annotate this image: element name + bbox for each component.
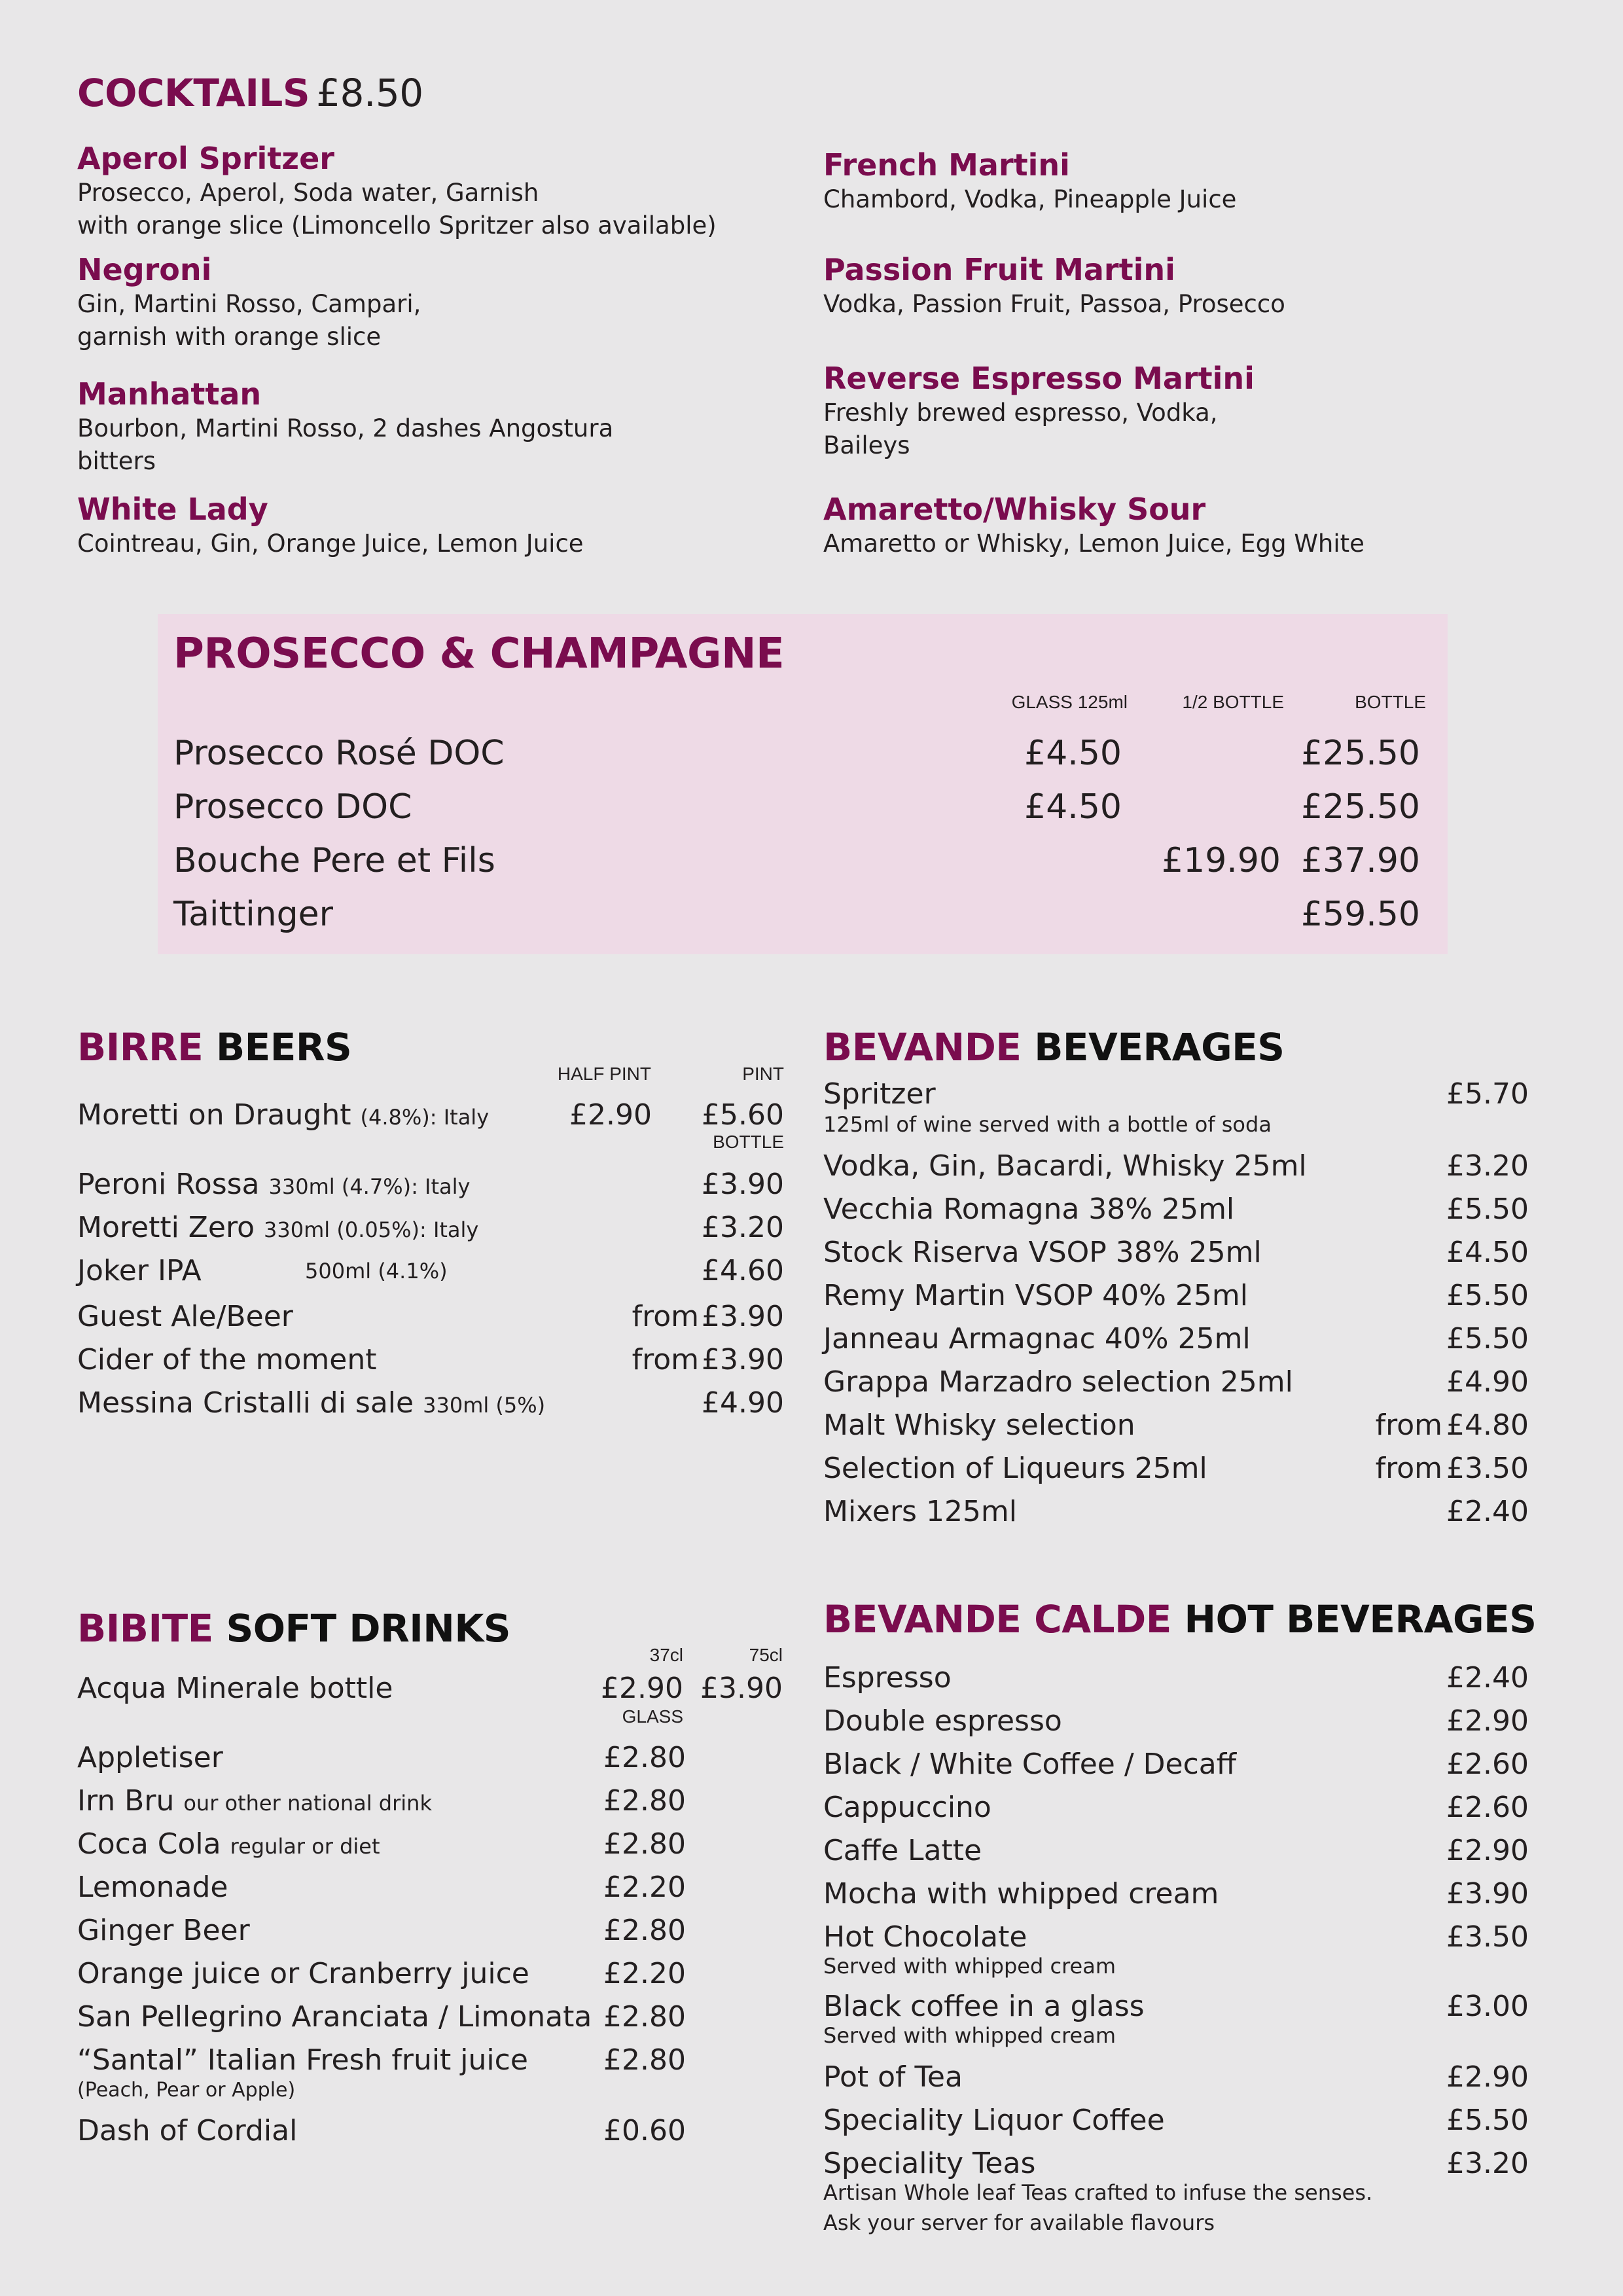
beer-row (77, 1208, 784, 1247)
hot-name: Mocha with whipped cream (823, 1877, 1219, 1910)
soft-name-line (77, 1782, 432, 1823)
hot-price: £3.90 (1446, 1877, 1529, 1910)
beer-row (77, 1384, 784, 1423)
beverage-name: Selection of Liqueurs 25ml (823, 1452, 1207, 1485)
soft-price: £2.20 (603, 1957, 686, 1990)
beverage-name: Mixers 125ml (823, 1495, 1018, 1528)
beer-name: Joker IPA (77, 1254, 202, 1287)
beverage-name: Grappa Marzadro selection 25ml (823, 1365, 1293, 1399)
hot-price: £2.60 (1446, 1748, 1529, 1781)
prosecco-row (173, 838, 1426, 884)
beverage-note: 125ml of wine served with a bottle of soda (823, 1112, 1272, 1137)
soft-name: Ginger Beer (77, 1914, 250, 1947)
soft-row (77, 1911, 686, 1950)
beverage-price: £4.50 (1446, 1236, 1529, 1269)
beer-detail: 330ml (4.7%): Italy (268, 1174, 471, 1199)
soft-drinks-heading (77, 1606, 510, 1651)
beverage-row (823, 1075, 1529, 1114)
beverage-price: £5.70 (1446, 1077, 1529, 1111)
hot-row (823, 1702, 1529, 1741)
hot-title-accent: BEVANDE CALDE (823, 1597, 1171, 1641)
hot-price: £3.20 (1446, 2147, 1529, 2180)
beverage-price: £5.50 (1446, 1279, 1529, 1312)
price-75cl: £3.90 (700, 1672, 783, 1705)
from-label: from (632, 1343, 699, 1376)
cocktails-price: £8.50 (316, 71, 423, 115)
hot-name: Hot Chocolate (823, 1920, 1027, 1954)
soft-row (77, 1868, 686, 1907)
beverage-row (823, 1147, 1529, 1186)
cocktail-item (77, 491, 784, 560)
cocktail-item (823, 491, 1530, 560)
hot-name: Pot of Tea (823, 2060, 963, 2094)
col-header-half-bottle: 1/2 BOTTLE (1182, 692, 1284, 712)
beer-price: £3.90 (702, 1168, 784, 1201)
beverage-name: Vecchia Romagna 38% 25ml (823, 1193, 1235, 1226)
cocktail-desc: Chambord, Vodka, Pineapple Juice (823, 185, 1237, 213)
wine-name: Prosecco Rosé DOC (173, 734, 505, 773)
cocktails-title: COCKTAILS (77, 71, 310, 115)
hot-price: £3.50 (1446, 1920, 1529, 1954)
beer-detail: 500ml (4.1%) (305, 1259, 448, 1283)
beer-price: £4.90 (702, 1386, 784, 1420)
soft-name: Orange juice or Cranberry juice (77, 1957, 529, 1990)
cocktail-name: Reverse Espresso Martini (823, 361, 1255, 396)
cocktail-item (77, 140, 784, 242)
beer-name: Messina Cristalli di sale (77, 1386, 414, 1420)
bottle-price: £25.50 (1301, 787, 1420, 827)
beer-name: Moretti Zero (77, 1211, 255, 1244)
col-header-37cl: 37cl (649, 1645, 683, 1665)
cocktail-name: Manhattan (77, 376, 262, 412)
cocktail-desc: Gin, Martini Rosso, Campari, garnish with orange slice (77, 290, 421, 351)
beverage-row (823, 1449, 1529, 1488)
soft-price: £2.80 (603, 1914, 686, 1947)
hot-name: Espresso (823, 1661, 952, 1695)
soft-name: Acqua Minerale bottle (77, 1672, 393, 1705)
hot-name: Speciality Teas (823, 2147, 1036, 2180)
beverage-row (823, 1319, 1529, 1359)
cocktail-name: Passion Fruit Martini (823, 252, 1175, 287)
cocktail-item (77, 251, 784, 353)
col-header-pint: PINT (742, 1064, 784, 1084)
soft-name: “Santal” Italian Fresh fruit juice (77, 2043, 528, 2077)
prosecco-row (173, 891, 1426, 937)
wine-name: Bouche Pere et Fils (173, 841, 495, 880)
beer-name: Peroni Rossa (77, 1168, 260, 1201)
soft-name: Lemonade (77, 1871, 228, 1904)
beverage-price: £4.80 (1446, 1408, 1529, 1442)
beverage-row (823, 1363, 1529, 1402)
hot-note: Served with whipped cream (823, 1954, 1116, 1979)
cocktail-item (823, 251, 1530, 321)
soft-price: £2.80 (603, 2043, 686, 2077)
soft-price: £2.80 (603, 1784, 686, 1818)
cocktail-desc: Freshly brewed espresso, Vodka, Baileys (823, 399, 1218, 459)
from-label: from (1375, 1408, 1442, 1442)
soft-name: Coca Cola (77, 1827, 221, 1861)
hot-note: Served with whipped cream (823, 2023, 1116, 2048)
soft-row (77, 1738, 686, 1778)
soft-title-accent: BIBITE (77, 1606, 213, 1651)
soft-note: our other national drink (183, 1791, 432, 1816)
beverage-name: Stock Riserva VSOP 38% 25ml (823, 1236, 1262, 1269)
cocktail-desc: Bourbon, Martini Rosso, 2 dashes Angostura bitters (77, 414, 614, 475)
cocktail-name: White Lady (77, 492, 268, 527)
hot-row (823, 2101, 1529, 2140)
soft-price: £2.20 (603, 1871, 686, 1904)
beverage-name: Janneau Armagnac 40% 25ml (823, 1322, 1251, 1355)
hot-price: £2.90 (1446, 2060, 1529, 2094)
teas-note-2: Ask your server for available flavours (823, 2210, 1215, 2235)
soft-price: £2.80 (603, 1827, 686, 1861)
beverage-row (823, 1492, 1529, 1532)
cocktail-desc: Vodka, Passion Fruit, Passoa, Prosecco (823, 290, 1285, 318)
beverage-row (823, 1406, 1529, 1445)
hot-name: Caffe Latte (823, 1834, 982, 1867)
beer-row (77, 1096, 784, 1135)
beers-title-accent: BIRRE (77, 1025, 204, 1069)
beverage-price: £3.50 (1446, 1452, 1529, 1485)
hot-name: Speciality Liquor Coffee (823, 2104, 1165, 2137)
cocktail-item (823, 147, 1530, 216)
beer-row (77, 1165, 784, 1204)
soft-row (77, 1998, 686, 2037)
beverage-name: Spritzer (823, 1077, 936, 1111)
hot-row (823, 1874, 1529, 1914)
hot-row (823, 1659, 1529, 1698)
hot-name: Black coffee in a glass (823, 1990, 1145, 2023)
beer-name: Moretti on Draught (77, 1098, 351, 1132)
hot-row (823, 2058, 1529, 2097)
beer-price: £3.90 (702, 1300, 784, 1333)
beverage-price: £5.50 (1446, 1193, 1529, 1226)
hot-row (823, 1745, 1529, 1784)
soft-row (77, 1782, 686, 1821)
prosecco-row (173, 730, 1426, 776)
soft-note: regular or diet (230, 1834, 380, 1859)
beverage-price: £2.40 (1446, 1495, 1529, 1528)
beers-heading (77, 1025, 351, 1069)
beer-name-line (77, 1165, 470, 1206)
beverage-row (823, 1233, 1529, 1272)
beer-name: Cider of the moment (77, 1343, 377, 1376)
soft-row (77, 1954, 686, 1994)
hot-row (823, 1831, 1529, 1871)
prosecco-row (173, 784, 1426, 830)
beer-price: £3.20 (702, 1211, 784, 1244)
hot-price: £3.00 (1446, 1990, 1529, 2023)
wine-name: Prosecco DOC (173, 787, 412, 827)
beverages-title-main: BEVERAGES (1034, 1025, 1285, 1069)
beer-detail: (4.8%): Italy (360, 1105, 490, 1130)
beverage-name: Vodka, Gin, Bacardi, Whisky 25ml (823, 1149, 1307, 1183)
soft-name: San Pellegrino Aranciata / Limonata (77, 2000, 592, 2034)
beverage-name: Malt Whisky selection (823, 1408, 1135, 1442)
beer-row (77, 1297, 784, 1336)
beer-price: £4.60 (702, 1254, 784, 1287)
soft-price: £2.80 (603, 1741, 686, 1774)
beverage-price: £5.50 (1446, 1322, 1529, 1355)
glass-price: £4.50 (1024, 787, 1122, 827)
hot-title-main: HOT BEVERAGES (1184, 1597, 1537, 1641)
beverages-title-accent: BEVANDE (823, 1025, 1022, 1069)
soft-row (77, 2111, 686, 2151)
soft-price: £2.80 (603, 2000, 686, 2034)
soft-name: Dash of Cordial (77, 2114, 298, 2147)
hot-price: £2.90 (1446, 1704, 1529, 1738)
col-header-glass: GLASS 125ml (1011, 692, 1128, 712)
cocktails-heading (77, 71, 423, 115)
hot-name: Double espresso (823, 1704, 1062, 1738)
soft-name-line (77, 1825, 380, 1866)
beverage-row (823, 1276, 1529, 1316)
bottle-price: £25.50 (1301, 734, 1420, 773)
soft-row (77, 1669, 784, 1708)
beer-name: Guest Ale/Beer (77, 1300, 293, 1333)
from-label: from (632, 1300, 699, 1333)
half-bottle-price: £19.90 (1162, 841, 1281, 880)
cocktail-desc: Cointreau, Gin, Orange Juice, Lemon Juice (77, 529, 584, 558)
col-header-glass: GLASS (622, 1706, 683, 1727)
hot-price: £2.40 (1446, 1661, 1529, 1695)
hot-row (823, 2144, 1529, 2183)
hot-price: £5.50 (1446, 2104, 1529, 2137)
bottle-price: £59.50 (1301, 895, 1420, 934)
wine-name: Taittinger (173, 895, 334, 934)
col-header-bottle: BOTTLE (713, 1132, 784, 1152)
beer-detail: 330ml (5%) (423, 1393, 546, 1418)
soft-row (77, 2041, 686, 2080)
cocktail-name: Negroni (77, 252, 212, 287)
santal-note: (Peach, Pear or Apple) (77, 2079, 296, 2102)
beer-price: £3.90 (702, 1343, 784, 1376)
soft-title-main: SOFT DRINKS (226, 1606, 511, 1651)
beverage-name: Remy Martin VSOP 40% 25ml (823, 1279, 1248, 1312)
from-label: from (1375, 1452, 1442, 1485)
col-header-half-pint: HALF PINT (557, 1064, 651, 1084)
col-header-75cl: 75cl (749, 1645, 783, 1665)
glass-price: £4.50 (1024, 734, 1122, 773)
beer-name-line (77, 1096, 489, 1137)
hot-beverages-heading (823, 1597, 1537, 1641)
beer-name-line (77, 1384, 545, 1425)
pint-price: £5.60 (702, 1098, 784, 1132)
soft-row (77, 1825, 686, 1864)
hot-price: £2.90 (1446, 1834, 1529, 1867)
cocktail-desc: Amaretto or Whisky, Lemon Juice, Egg White (823, 529, 1364, 558)
hot-name: Black / White Coffee / Decaff (823, 1748, 1237, 1781)
prosecco-panel (158, 614, 1448, 954)
cocktail-item (823, 360, 1530, 462)
hot-name: Cappuccino (823, 1791, 991, 1824)
beer-row (77, 1251, 784, 1291)
cocktail-item (77, 376, 784, 478)
price-37cl: £2.90 (601, 1672, 683, 1705)
beverage-row (823, 1190, 1529, 1229)
beer-name-line (77, 1208, 478, 1249)
col-header-bottle: BOTTLE (1355, 692, 1426, 712)
half-pint-price: £2.90 (569, 1098, 652, 1132)
soft-name: Appletiser (77, 1741, 223, 1774)
hot-price: £2.60 (1446, 1791, 1529, 1824)
teas-note-1: Artisan Whole leaf Teas crafted to infuse the senses. (823, 2180, 1373, 2205)
cocktail-name: Aperol Spritzer (77, 141, 334, 176)
beverage-price: £3.20 (1446, 1149, 1529, 1183)
beer-row (77, 1340, 784, 1380)
beer-detail: 330ml (0.05%): Italy (264, 1217, 479, 1242)
hot-row (823, 1987, 1529, 2026)
cocktail-name: French Martini (823, 147, 1070, 183)
bottle-price: £37.90 (1301, 841, 1420, 880)
soft-name: Irn Bru (77, 1784, 175, 1818)
cocktail-name: Amaretto/Whisky Sour (823, 492, 1206, 527)
soft-price: £0.60 (603, 2114, 686, 2147)
prosecco-title: PROSECCO & CHAMPAGNE (173, 630, 785, 678)
beverages-heading (823, 1025, 1285, 1069)
hot-row (823, 1918, 1529, 1957)
beverage-price: £4.90 (1446, 1365, 1529, 1399)
hot-row (823, 1788, 1529, 1827)
beers-title-main: BEERS (215, 1025, 352, 1069)
cocktail-desc: Prosecco, Aperol, Soda water, Garnish with orange slice (Limoncello Spritzer also available) (77, 179, 717, 240)
